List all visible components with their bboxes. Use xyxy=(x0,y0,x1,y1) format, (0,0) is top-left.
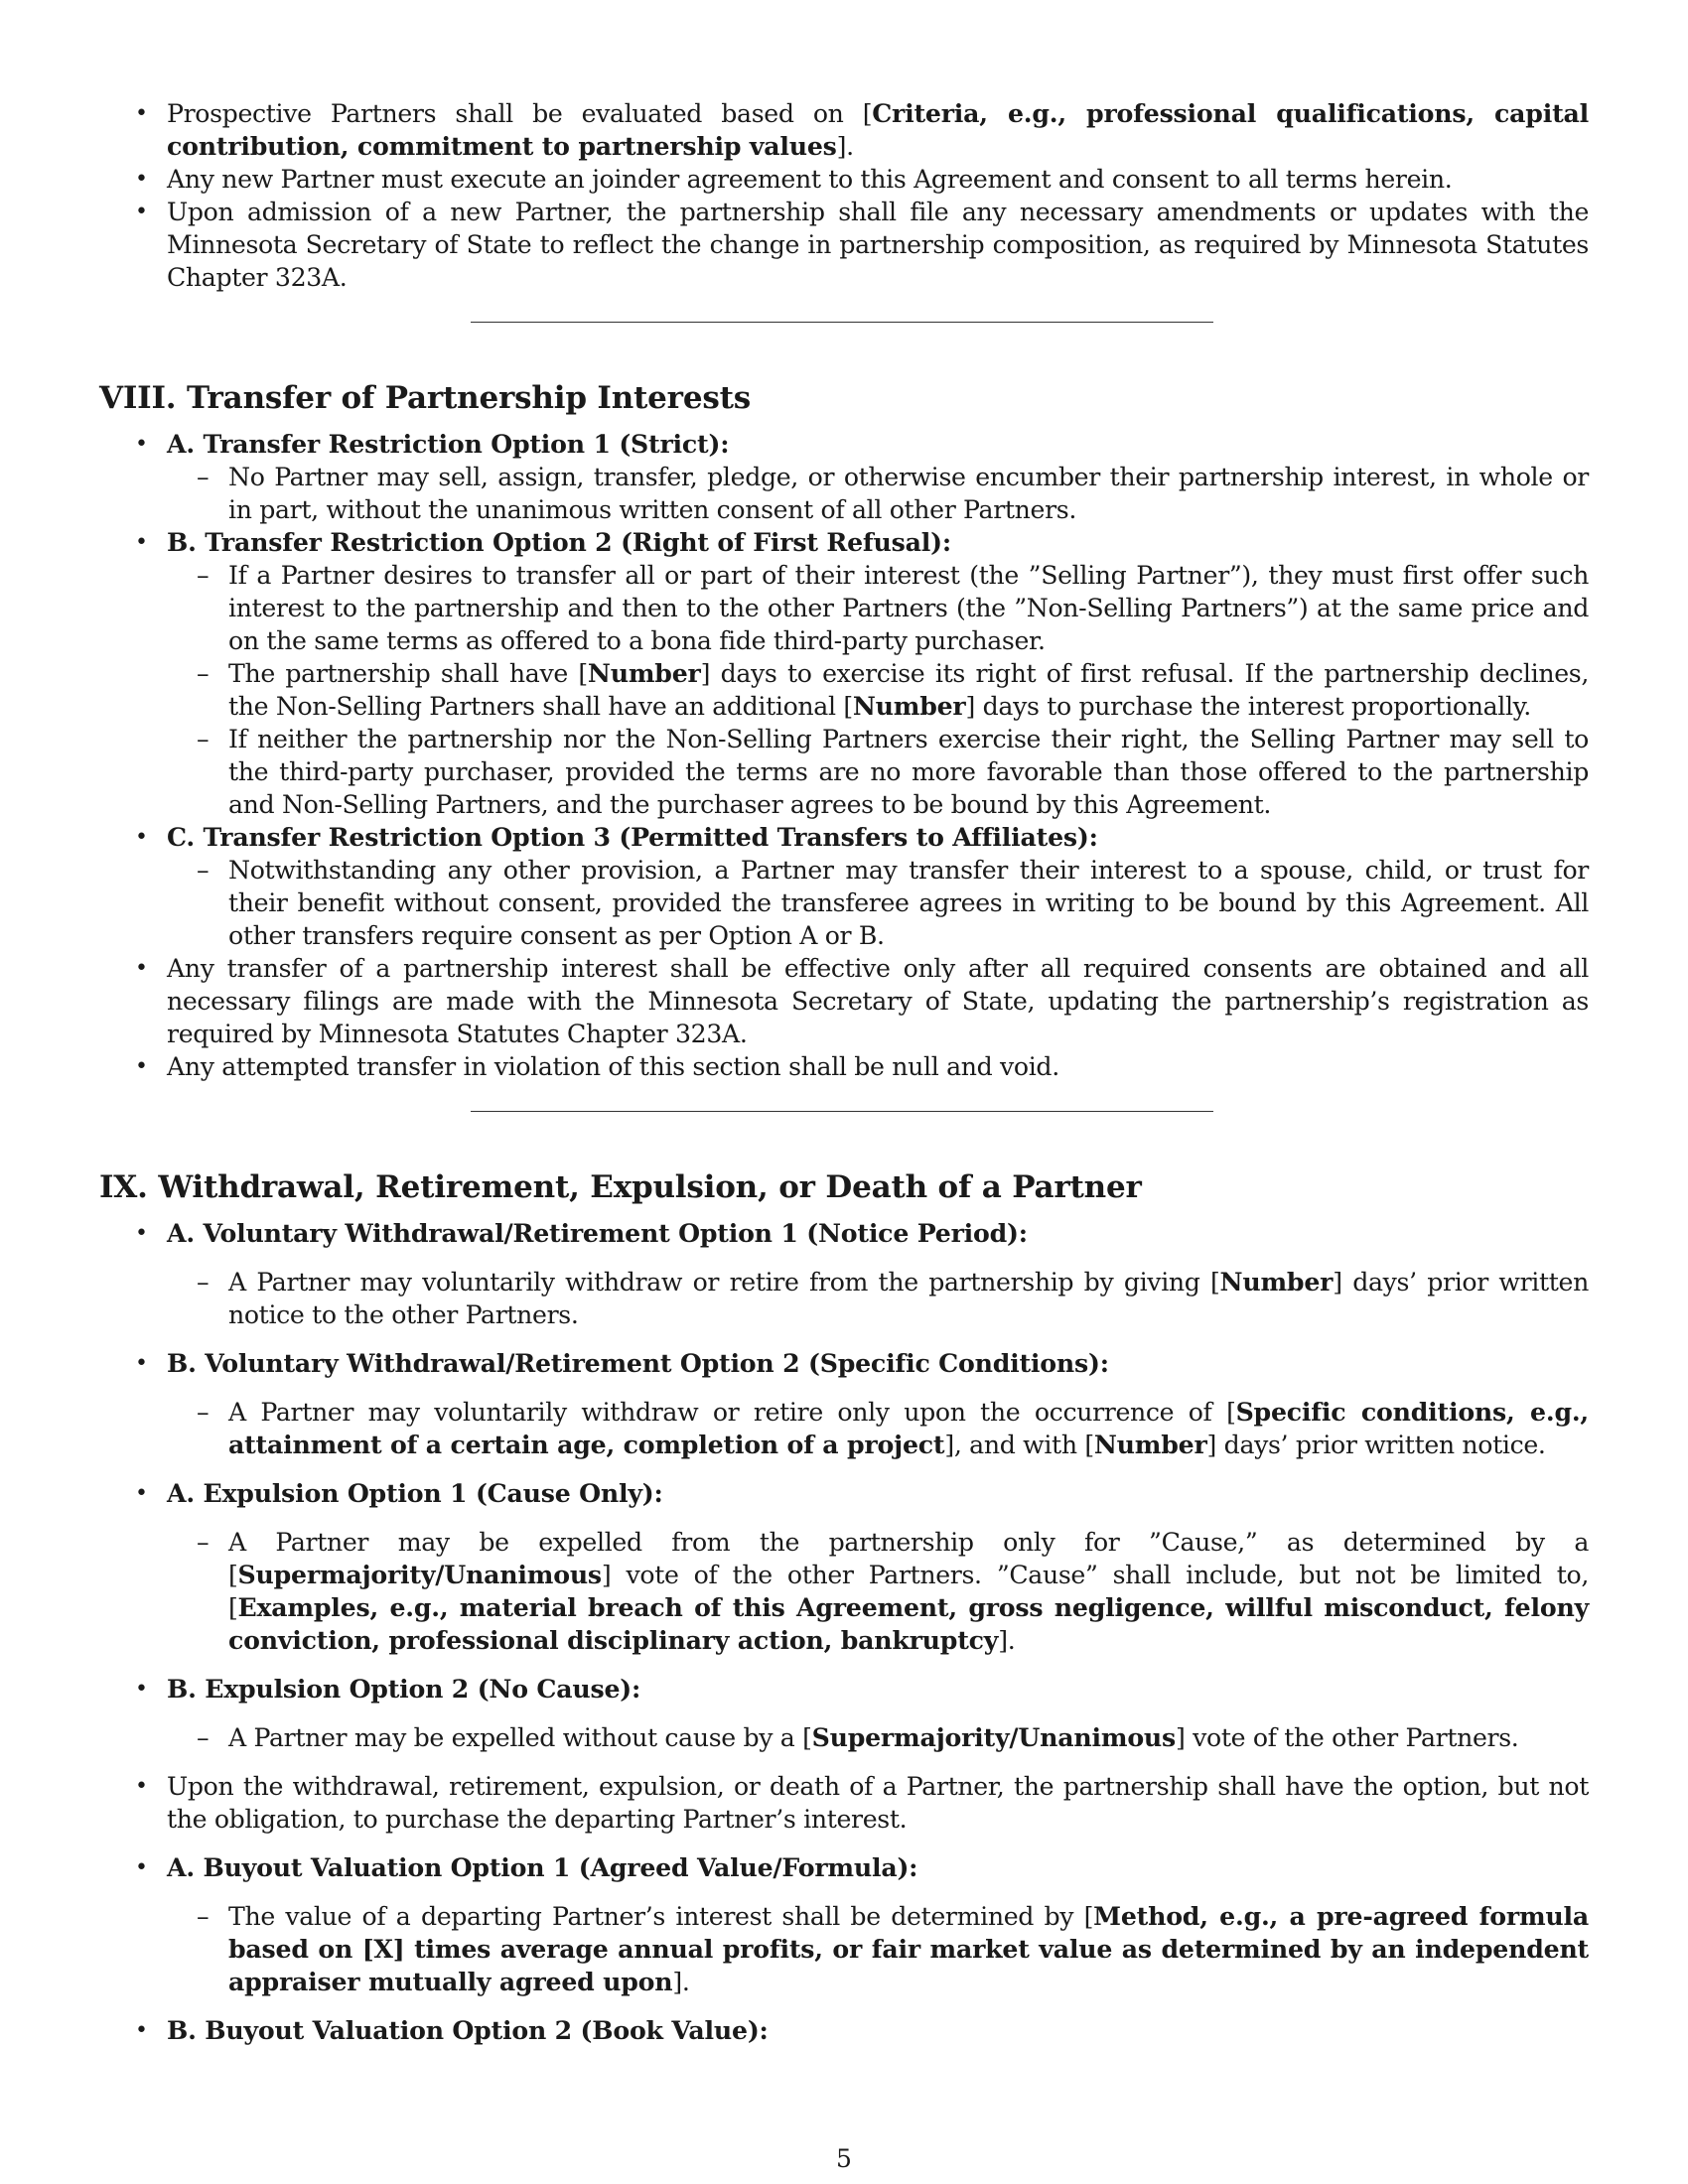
list-item xyxy=(99,2014,1589,2047)
sub-list-item: – If a Partner desires to transfer all or part of their interest (the ”Selling Partner”), they must first offer such interest to the partnership and then to the other Partners (the ”Non-Selling Partners”) at the same price and on the same terms as offered to a bona fide third-party purchaser. xyxy=(197,561,1589,655)
sub-list xyxy=(167,854,1589,952)
withdrawal-list xyxy=(99,1217,1589,2047)
dash-icon: – xyxy=(197,463,210,491)
dash-icon: – xyxy=(197,1723,210,1752)
sub-list-item: – The partnership shall have [Number] days to exercise its right of first refusal. If the partnership declines, the Non-Selling Partners shall have an additional [Number] days to purchase the interest proportionally. xyxy=(197,658,1589,721)
dash-icon: – xyxy=(197,1268,210,1297)
page-number: 5 xyxy=(836,2144,852,2173)
sub-list xyxy=(167,461,1589,526)
bullet-icon: • xyxy=(135,1351,148,1376)
list-item: • Any transfer of a partnership interest shall be effective only after all required consents are obtained and all necessary filings are made with the Minnesota Secretary of State, updating the partnership’s registration as required by Minnesota Statutes Chapter 323A. xyxy=(135,954,1589,1048)
list-item: • Upon the withdrawal, retirement, expulsion, or death of a Partner, the partnership shall have the option, but not the obligation, to purchase the departing Partner’s interest. xyxy=(135,1772,1589,1834)
list-item: • Any attempted transfer in violation of this section shall be null and void. xyxy=(135,1052,1059,1081)
bullet-icon: • xyxy=(135,956,148,981)
bullet-icon: • xyxy=(135,825,148,850)
option-title: B. Transfer Restriction Option 2 (Right of First Refusal): xyxy=(167,527,951,557)
bullet-icon: • xyxy=(135,432,148,457)
sub-list xyxy=(167,1266,1589,1331)
bullet-icon: • xyxy=(135,2018,148,2043)
sub-list-item: – A Partner may be expelled without cause by a [Supermajority/Unanimous] vote of the other Partners. xyxy=(197,1722,1519,1752)
list-item xyxy=(99,1673,1589,1754)
option-title: C. Transfer Restriction Option 3 (Permitted Transfers to Affiliates): xyxy=(167,822,1098,852)
bullet-icon: • xyxy=(135,1054,148,1079)
sub-list xyxy=(167,1526,1589,1657)
bullet-icon: • xyxy=(135,167,148,192)
bullet-icon: • xyxy=(135,1774,148,1799)
bullet-icon: • xyxy=(135,1677,148,1702)
option-title: B. Voluntary Withdrawal/Retirement Option 2 (Specific Conditions): xyxy=(167,1348,1109,1378)
sub-list-item: – The value of a departing Partner’s interest shall be determined by [Method, e.g., a pre-agreed formula based on [X] times average annual profits, or fair market value as determined by an independent appraiser mutually agreed upon]. xyxy=(197,1901,1590,1996)
admission-list xyxy=(99,97,1589,294)
section-divider xyxy=(471,1111,1213,1112)
list-item xyxy=(99,821,1589,952)
sub-list-item: – No Partner may sell, assign, transfer, pledge, or otherwise encumber their partnership interest, in whole or in part, without the unanimous written consent of all other Partners. xyxy=(197,463,1589,524)
bullet-icon: • xyxy=(135,530,148,555)
list-item: • Any new Partner must execute an joinder agreement to this Agreement and consent to all terms herein. xyxy=(135,165,1453,194)
list-item xyxy=(99,1217,1589,1331)
option-title: A. Expulsion Option 1 (Cause Only): xyxy=(167,1478,663,1508)
section-heading-viii: VIII. Transfer of Partnership Interests xyxy=(99,380,751,416)
sub-list-item: – If neither the partnership nor the Non-Selling Partners exercise their right, the Selling Partner may sell to the third-party purchaser, provided the terms are no more favorable than those offered to the partnership and Non-Selling Partners, and the purchaser agrees to be bound by this Agreement. xyxy=(197,725,1589,819)
section-heading-ix: IX. Withdrawal, Retirement, Expulsion, or Death of a Partner xyxy=(99,1169,1142,1205)
sub-list xyxy=(167,1900,1589,1998)
dash-icon: – xyxy=(197,1398,210,1427)
bullet-icon: • xyxy=(135,1481,148,1506)
option-title: A. Transfer Restriction Option 1 (Strict): xyxy=(167,429,730,459)
dash-icon: – xyxy=(197,1528,210,1557)
sub-list-item: – A Partner may voluntarily withdraw or retire only upon the occurrence of [Specific conditions, e.g., attainment of a certain age, completion of a project], and with [Number] days’ prior written notice. xyxy=(197,1397,1589,1459)
page-content xyxy=(99,97,1589,2063)
list-item xyxy=(99,1851,1589,1998)
list-item: • Upon admission of a new Partner, the partnership shall file any necessary amendments or updates with the Minnesota Secretary of State to reflect the change in partnership composition, as required by Minnesota Statutes Chapter 323A. xyxy=(135,198,1589,292)
option-title: B. Buyout Valuation Option 2 (Book Value): xyxy=(167,2015,769,2045)
list-item xyxy=(99,428,1589,526)
list-item xyxy=(99,1347,1589,1461)
bullet-icon: • xyxy=(135,101,148,126)
dash-icon: – xyxy=(197,1902,210,1931)
sub-list xyxy=(167,1721,1589,1754)
dash-icon: – xyxy=(197,659,210,688)
bullet-icon: • xyxy=(135,1855,148,1880)
sub-list-item: – A Partner may voluntarily withdraw or retire from the partnership by giving [Number] days’ prior written notice to the other Partners. xyxy=(197,1267,1589,1329)
dash-icon: – xyxy=(197,561,210,590)
bullet-icon: • xyxy=(135,1221,148,1246)
dash-icon: – xyxy=(197,725,210,753)
dash-icon: – xyxy=(197,856,210,885)
list-item: • Prospective Partners shall be evaluated based on [Criteria, e.g., professional qualifications, capital contribution, commitment to partnership values]. xyxy=(135,98,1589,161)
transfer-list xyxy=(99,428,1589,1083)
bullet-icon: • xyxy=(135,200,148,224)
sub-list-item: – Notwithstanding any other provision, a Partner may transfer their interest to a spouse, child, or trust for their benefit without consent, provided the transferee agrees in writing to be bound by this Agreement. All other transfers require consent as per Option A or B. xyxy=(197,856,1589,950)
list-item xyxy=(99,1477,1589,1657)
option-title: B. Expulsion Option 2 (No Cause): xyxy=(167,1674,641,1704)
list-item xyxy=(99,526,1589,821)
section-divider xyxy=(471,322,1213,323)
sub-list xyxy=(167,1396,1589,1461)
sub-list xyxy=(167,559,1589,821)
option-title: A. Buyout Valuation Option 1 (Agreed Value/Formula): xyxy=(167,1852,918,1882)
sub-list-item: – A Partner may be expelled from the partnership only for ”Cause,” as determined by a [Supermajority/Unanimous] vote of the other Partners. ”Cause” shall include, but not be limited to, [Examples, e.g., material breach of this Agreement, gross negligence, willful misconduct, felony conviction, professional disciplinary action, bankruptcy]. xyxy=(197,1528,1589,1655)
option-title: A. Voluntary Withdrawal/Retirement Option 1 (Notice Period): xyxy=(167,1218,1028,1248)
